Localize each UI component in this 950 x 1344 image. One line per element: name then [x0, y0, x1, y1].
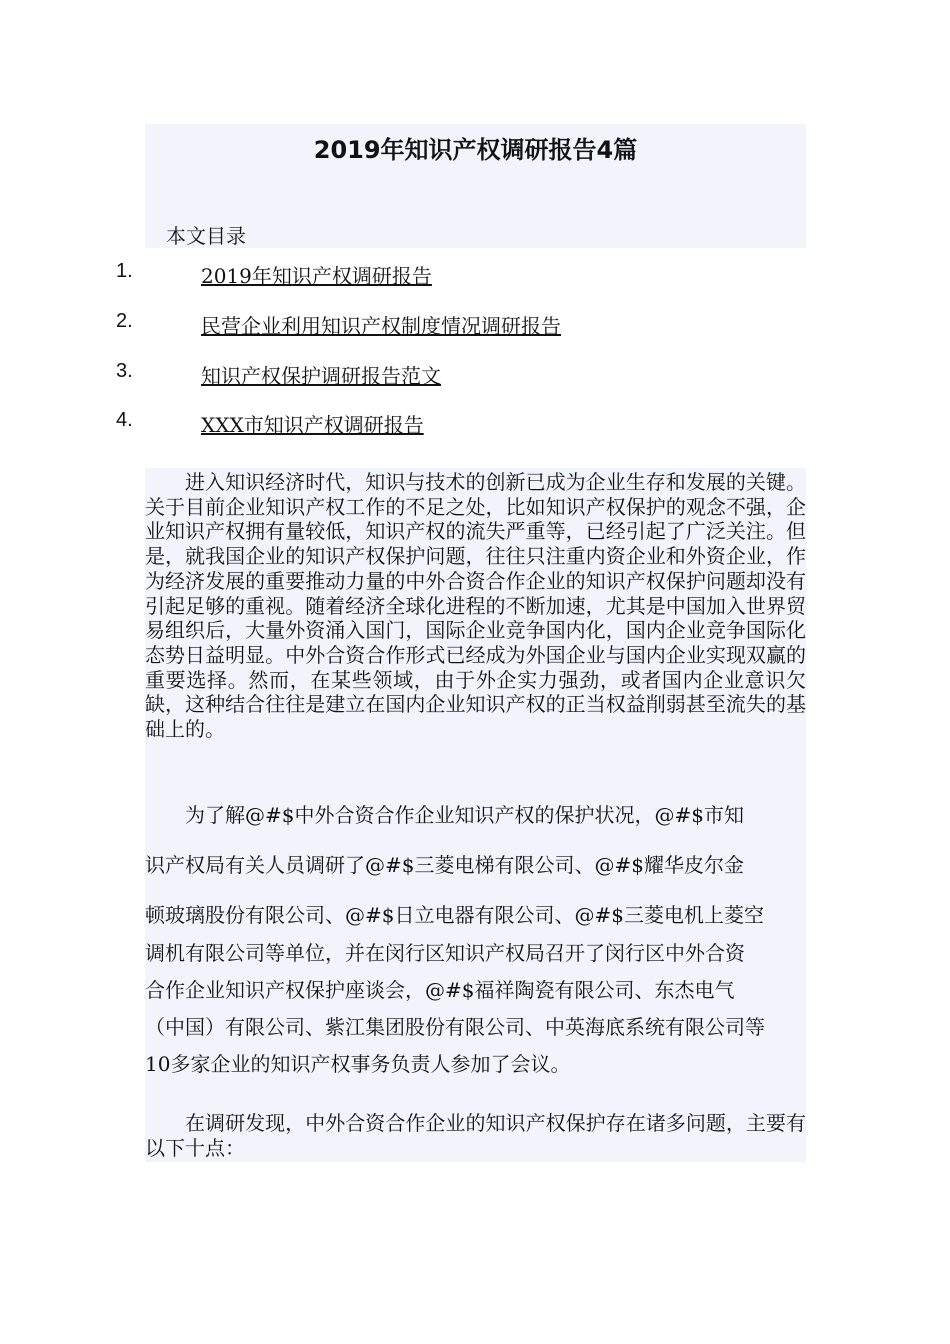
toc-number: 1. [116, 260, 133, 282]
toc-link-1[interactable]: 2019年知识产权调研报告 [201, 264, 432, 288]
toc-number: 4. [116, 409, 133, 431]
toc-link-3[interactable]: 知识产权保护调研报告范文 [201, 364, 441, 388]
paragraph-line: 顿玻璃股份有限公司、@#$日立电器有限公司、@#$三菱电机上菱空 [145, 903, 764, 927]
toc-heading: 本文目录 [166, 224, 246, 248]
paragraph-line: 为了解@#$中外合资合作企业知识产权的保护状况，@#$市知 [145, 803, 744, 827]
toc-number: 3. [116, 360, 133, 382]
paragraph-line: 合作企业知识产权保护座谈会，@#$福祥陶瓷有限公司、东杰电气 [145, 978, 735, 1002]
paragraph-line: （中国）有限公司、紫江集团股份有限公司、中英海底系统有限公司等 [145, 1015, 765, 1039]
paragraph-line: 识产权局有关人员调研了@#$三菱电梯有限公司、@#$耀华皮尔金 [145, 853, 744, 877]
toc-number: 2. [116, 310, 133, 332]
paragraph-line: 调机有限公司等单位，并在闵行区知识产权局召开了闵行区中外合资 [145, 941, 745, 965]
intro-paragraph: 进入知识经济时代，知识与技术的创新已成为企业生存和发展的关键。关于目前企业知识产权工作的不足之处，比如知识产权保护的观念不强，企业知识产权拥有量较低，知识产权的流失严重等，已经引起了广泛关注。但是，就我国企业的知识产权保护问题，往往只注重内资企业和外资企业，作为经济发展的重要推动力量的中外合资合作企业的知识产权保护问题却没有引起足够的重视。随着经济全球化进程的不断加速，尤其是中国加入世界贸易组织后，大量外资涌入国门，国际企业竞争国内化，国内企业竞争国际化态势日益明显。中外合资合作形式已经成为外国企业与国内企业实现双赢的重要选择。然而，在某些领域，由于外企实力强劲，或者国内企业意识欠缺，这种结合往往是建立在国内企业知识产权的正当权益削弱甚至流失的基础上的。 [145, 470, 806, 742]
paragraph-line: 10多家企业的知识产权事务负责人参加了会议。 [145, 1052, 571, 1076]
toc-link-2[interactable]: 民营企业利用知识产权制度情况调研报告 [201, 314, 561, 338]
survey-paragraph [145, 800, 806, 1086]
findings-paragraph: 在调研发现，中外合资合作企业的知识产权保护存在诸多问题，主要有以下十点： [145, 1111, 806, 1160]
toc-link-4[interactable]: XXX市知识产权调研报告 [201, 413, 424, 437]
document-title: 2019年知识产权调研报告4篇 [313, 136, 638, 164]
